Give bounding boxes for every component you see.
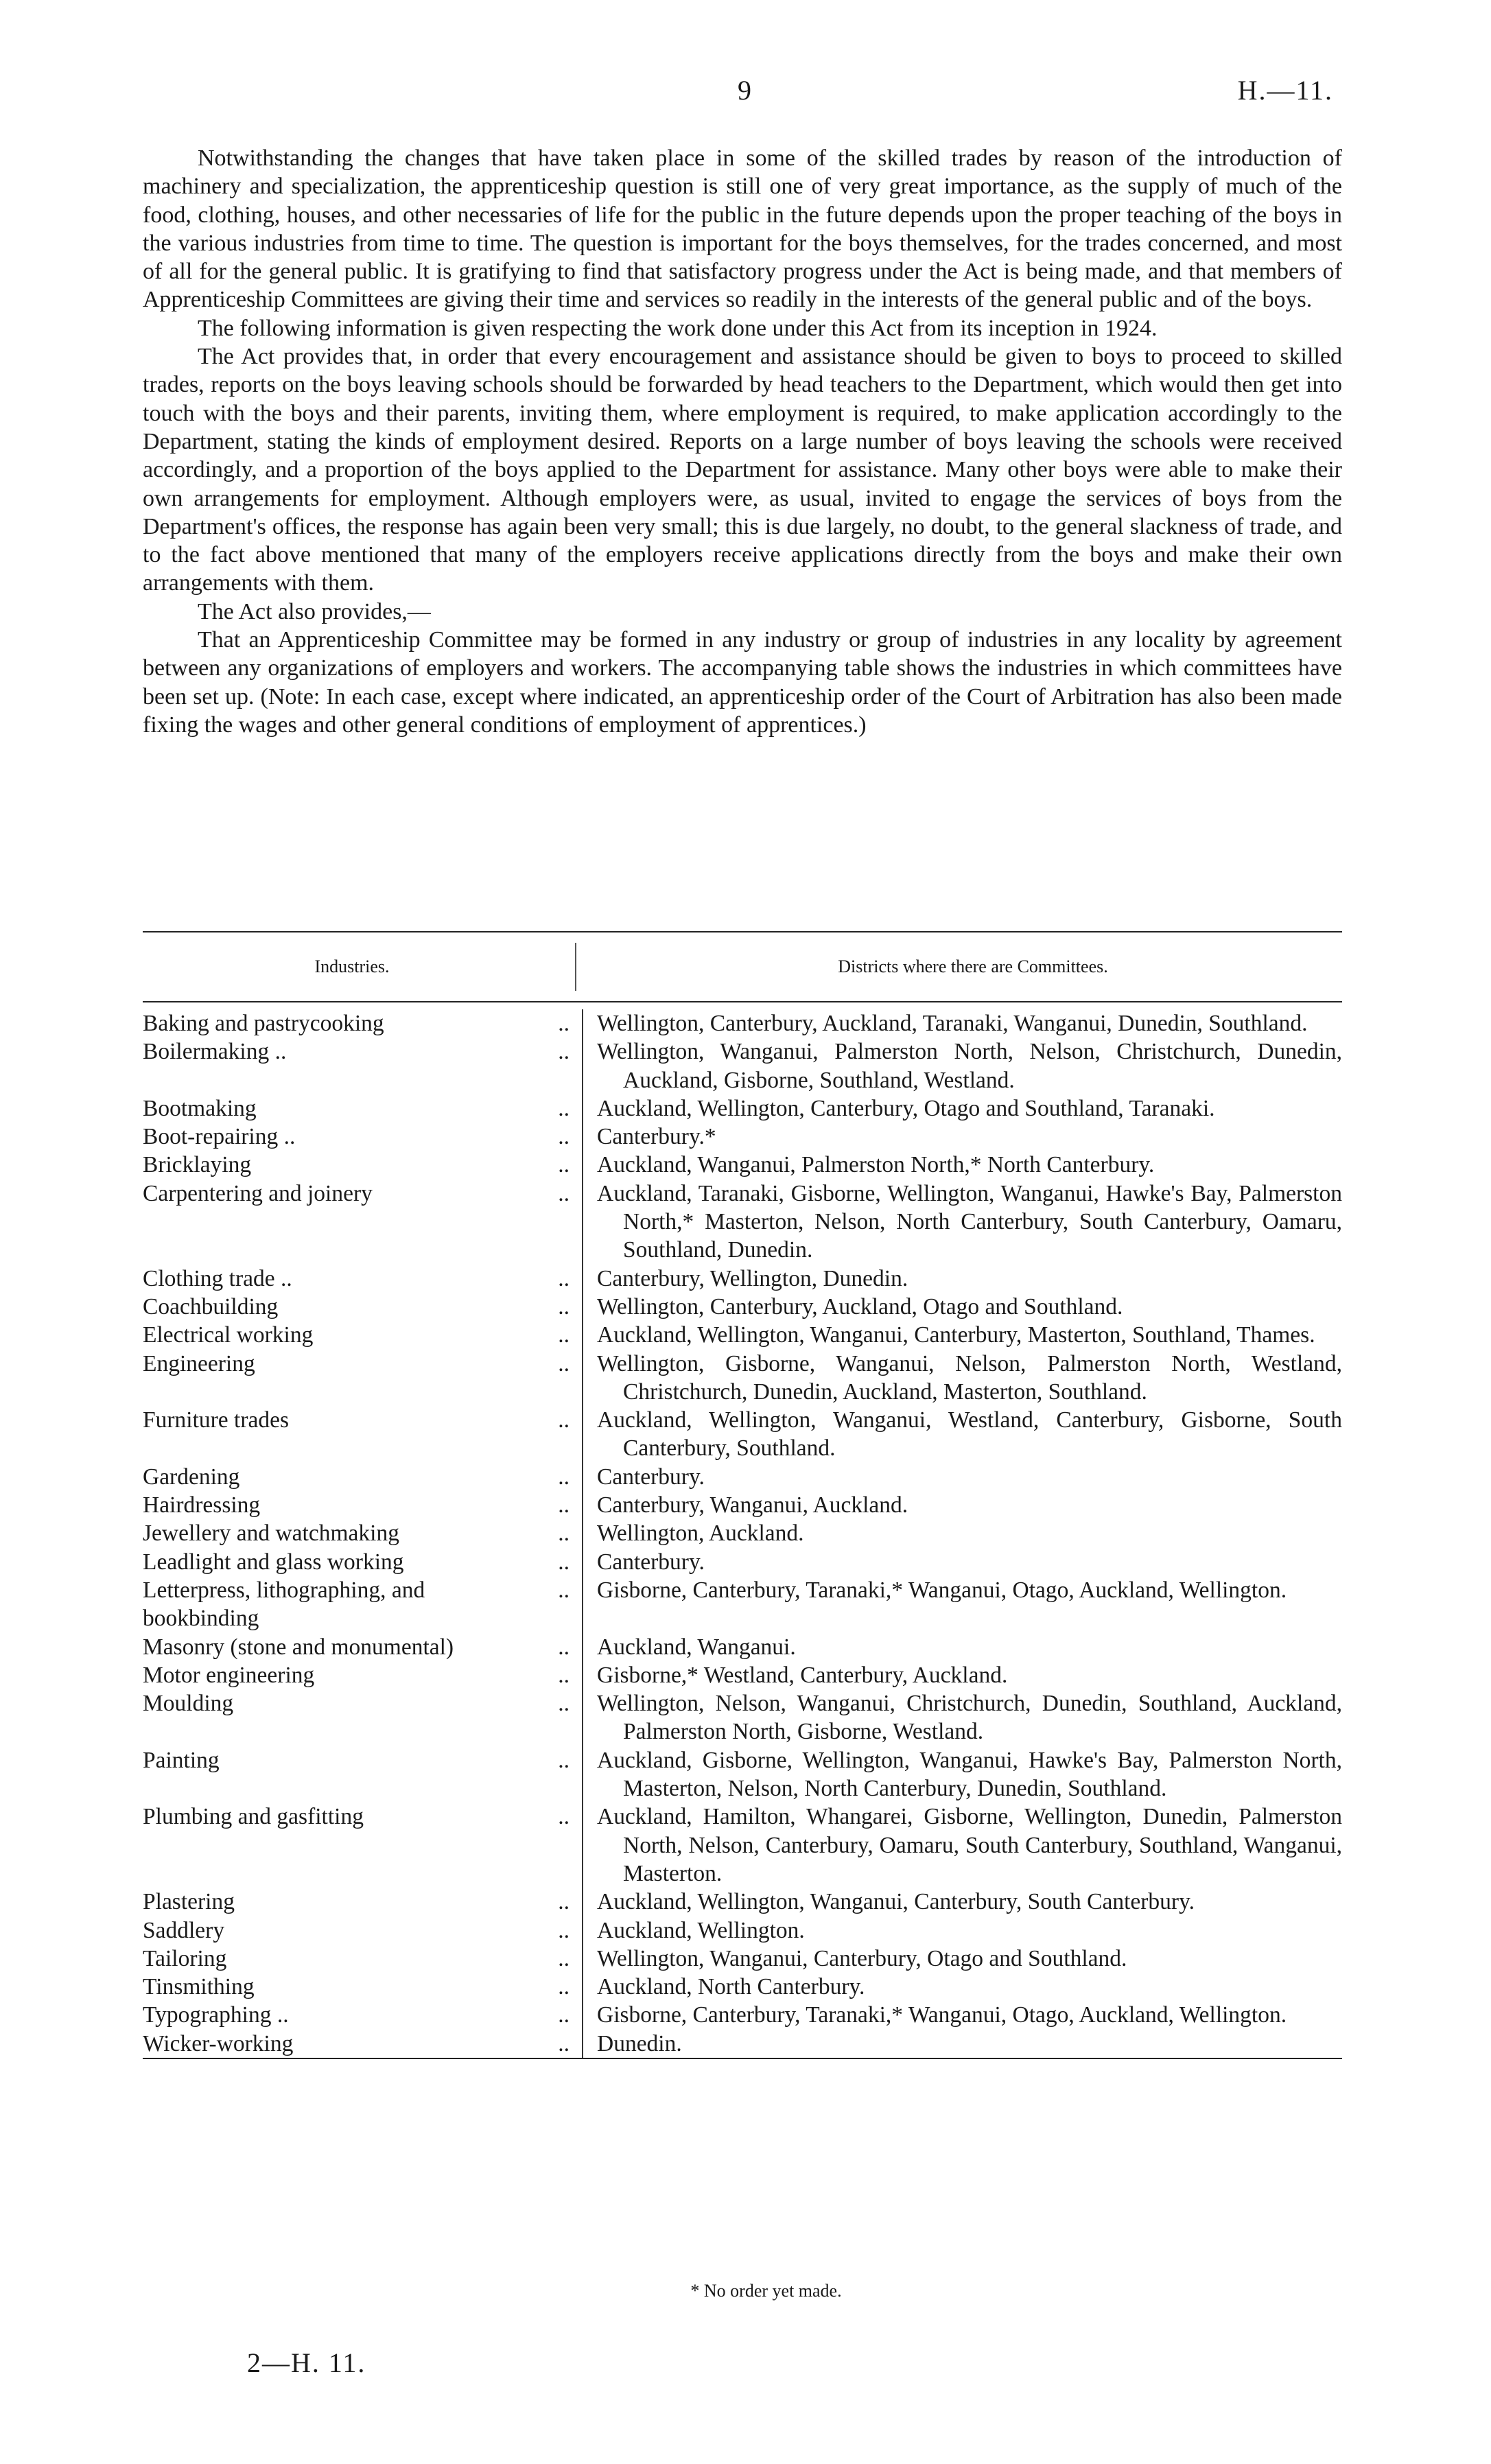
table-row (143, 1661, 1342, 1689)
districts-cell (582, 1916, 1342, 1945)
districts-text: Canterbury, Wellington, Dunedin. (597, 1265, 908, 1291)
industry-name: Engineering (143, 1350, 255, 1376)
industry-cell (143, 1094, 582, 1123)
industry-cell (143, 1406, 582, 1463)
leader-dots: .. (558, 1889, 570, 1915)
districts-cell (582, 1548, 1342, 1576)
districts-text: Auckland, Wanganui, Palmerston North,* North Canterbury. (597, 1152, 1155, 1178)
industry-cell (143, 1151, 582, 1179)
leader-dots: .. (558, 2002, 570, 2028)
districts-cell (582, 1633, 1342, 1661)
districts-cell (582, 1037, 1342, 1094)
table-header (143, 932, 1342, 1001)
industry-name: Boilermaking .. (143, 1039, 287, 1065)
header-industries: Industries. (314, 957, 390, 976)
leader-dots: .. (558, 1180, 570, 1206)
industry-cell (143, 2030, 582, 2058)
industry-name: Plumbing and gasfitting (143, 1804, 364, 1830)
districts-cell (582, 1689, 1342, 1746)
districts-text: Auckland, Taranaki, Gisborne, Wellington, Wanganui, Hawke's Bay, Palmerston North,* Masterton, Nelson, North Canterbury, South Canterbury, Oamaru, Southland, Dunedin. (597, 1180, 1342, 1263)
industry-name: Saddlery (143, 1917, 225, 1943)
industry-name: Clothing trade .. (143, 1265, 292, 1291)
industry-name: Carpentering and joinery (143, 1180, 373, 1206)
districts-cell (582, 1746, 1342, 1803)
leader-dots: .. (558, 1011, 570, 1036)
leader-dots: .. (558, 1124, 570, 1150)
districts-cell (582, 1888, 1342, 1916)
table-row (143, 1094, 1342, 1123)
table-row (143, 1973, 1342, 2001)
table-row (143, 1151, 1342, 1179)
districts-cell (582, 1180, 1342, 1265)
districts-cell (582, 1463, 1342, 1491)
districts-text: Wellington, Wanganui, Canterbury, Otago and Southland. (597, 1945, 1127, 1971)
leader-dots: .. (558, 1039, 570, 1065)
districts-cell (582, 1491, 1342, 1519)
table-row (143, 1037, 1342, 1094)
industry-cell (143, 1661, 582, 1689)
paragraph: The Act provides that, in order that every encouragement and assistance should be given to boys to proceed to skilled trades, reports on the boys leaving schools should be forwarded by head teachers to the Department, which would then get into touch with the boys and their parents, inviting them, where employment is required, to make application accordingly to the Department, stating the kinds of employment desired. Reports on a large number of boys leaving the schools were received accordingly, and a proportion of the boys applied to the Department for assistance. Many other boys were able to make their own arrangements for employment. Although employers were, as usual, invited to engage the services of boys from the Department's offices, the response has again been very small; this is due largely, no doubt, to the general slackness of trade, and to the fact above mentioned that many of the employers receive applications directly from the boys and make their own arrangements with them. (143, 344, 1342, 596)
table-row (143, 1746, 1342, 1803)
table-row (143, 1491, 1342, 1519)
committees-table (143, 931, 1342, 2059)
districts-cell (582, 1350, 1342, 1407)
districts-text: Canterbury. (597, 1549, 705, 1575)
leader-dots: .. (558, 1549, 570, 1575)
table-row (143, 1888, 1342, 1916)
industry-cell (143, 1945, 582, 1973)
industry-name: Letterpress, lithographing, and bookbinding (143, 1577, 425, 1632)
table-bottom-rule (143, 2058, 1342, 2059)
leader-dots: .. (558, 1691, 570, 1717)
table-row (143, 2030, 1342, 2058)
industry-name: Baking and pastrycooking (143, 1011, 384, 1036)
industry-cell (143, 1293, 582, 1321)
leader-dots: .. (558, 1662, 570, 1688)
industry-cell (143, 1548, 582, 1576)
table-row (143, 2001, 1342, 2029)
industry-name: Tailoring (143, 1945, 227, 1971)
industry-name: Bootmaking (143, 1095, 257, 1121)
table-body (143, 1002, 1342, 2058)
industry-cell (143, 1463, 582, 1491)
industry-cell (143, 1633, 582, 1661)
paragraph: That an Apprenticeship Committee may be formed in any industry or group of industries in any locality by agreement between any organizations of employers and workers. The accompanying table shows the industries in which committees have been set up. (Note: In each case, except where indicated, an apprenticeship order of the Court of Arbitration has also been made fixing the wages and other general conditions of employment of apprentices.) (143, 627, 1342, 738)
industry-name: Leadlight and glass working (143, 1549, 404, 1575)
districts-text: Auckland, Wellington, Wanganui, Westland, Canterbury, Gisborne, South Canterbury, Southland. (597, 1407, 1342, 1462)
table-row (143, 1633, 1342, 1661)
industry-name: Motor engineering (143, 1662, 315, 1688)
industry-cell (143, 1123, 582, 1151)
leader-dots: .. (558, 1521, 570, 1547)
leader-dots: .. (558, 1492, 570, 1518)
industry-cell (143, 1576, 582, 1633)
districts-cell (582, 1123, 1342, 1151)
footnote: * No order yet made. (690, 2281, 842, 2301)
table-row (143, 1576, 1342, 1633)
table-row (143, 1265, 1342, 1293)
table-row (143, 1293, 1342, 1321)
industry-name: Painting (143, 1747, 220, 1773)
districts-cell (582, 1151, 1342, 1179)
leader-dots: .. (558, 1974, 570, 2000)
table-row (143, 1689, 1342, 1746)
districts-cell (582, 2030, 1342, 2058)
industry-cell (143, 1803, 582, 1888)
table-row (143, 1548, 1342, 1576)
districts-cell (582, 1293, 1342, 1321)
districts-text: Wellington, Canterbury, Auckland, Taranaki, Wanganui, Dunedin, Southland. (597, 1011, 1308, 1036)
industry-name: Coachbuilding (143, 1293, 279, 1319)
districts-cell (582, 1973, 1342, 2001)
districts-cell (582, 1803, 1342, 1888)
districts-text: Auckland, Wellington, Wanganui, Canterbury, South Canterbury. (597, 1889, 1195, 1915)
header-districts: Districts where there are Committees. (838, 957, 1108, 976)
leader-dots: .. (558, 1634, 570, 1660)
table-row (143, 1463, 1342, 1491)
industry-cell (143, 1888, 582, 1916)
industry-cell (143, 1973, 582, 2001)
industry-name: Gardening (143, 1464, 240, 1490)
leader-dots: .. (558, 1945, 570, 1971)
districts-text: Auckland, Wellington. (597, 1917, 805, 1943)
districts-text: Wellington, Nelson, Wanganui, Christchurch, Dunedin, Southland, Auckland, Palmerston North, Gisborne, Westland. (597, 1691, 1342, 1745)
districts-text: Wellington, Auckland. (597, 1521, 804, 1547)
industry-cell (143, 2001, 582, 2029)
industry-name: Typographing .. (143, 2002, 289, 2028)
table-row (143, 1945, 1342, 1973)
leader-dots: .. (558, 1152, 570, 1178)
paragraph: The Act also provides,— (198, 598, 431, 624)
table-row (143, 1916, 1342, 1945)
districts-cell (582, 1321, 1342, 1349)
districts-cell (582, 1519, 1342, 1547)
paragraph: The following information is given respecting the work done under this Act from its inception in 1924. (198, 315, 1158, 341)
industry-name: Moulding (143, 1691, 234, 1717)
table-row (143, 1321, 1342, 1349)
industry-cell (143, 1689, 582, 1746)
industry-name: Electrical working (143, 1322, 314, 1348)
industry-cell (143, 1180, 582, 1265)
table-row (143, 1803, 1342, 1888)
paragraph: Notwithstanding the changes that have taken place in some of the skilled trades by reason of the introduction of machinery and specialization, the apprenticeship question is still one of very great importance, as the supply of much of the food, clothing, houses, and other necessaries of life for the public in the future depends upon the proper teaching of the boys in the various industries from time to time. The question is important for the boys themselves, for the trades concerned, and most of all for the general public. It is gratifying to find that satisfactory progress under the Act is being made, and that members of Apprenticeship Committees are giving their time and services so readily in the interests of the general public and of the boys. (143, 145, 1342, 313)
districts-cell (582, 1945, 1342, 1973)
leader-dots: .. (558, 1804, 570, 1830)
industry-name: Boot-repairing .. (143, 1124, 296, 1150)
table-row (143, 1406, 1342, 1463)
districts-text: Wellington, Canterbury, Auckland, Otago and Southland. (597, 1293, 1123, 1319)
districts-text: Canterbury, Wanganui, Auckland. (597, 1492, 908, 1518)
industry-cell (143, 1265, 582, 1293)
districts-cell (582, 2001, 1342, 2029)
page-number: 9 (738, 75, 751, 106)
industry-cell (143, 1009, 582, 1037)
districts-text: Auckland, Wellington, Canterbury, Otago and Southland, Taranaki. (597, 1095, 1215, 1121)
districts-text: Gisborne, Canterbury, Taranaki,* Wanganui, Otago, Auckland, Wellington. (597, 2002, 1287, 2028)
districts-cell (582, 1009, 1342, 1037)
industry-name: Bricklaying (143, 1152, 252, 1178)
table-row (143, 1009, 1342, 1037)
industry-name: Masonry (stone and monumental) (143, 1634, 454, 1660)
industry-cell (143, 1519, 582, 1547)
table-row (143, 1519, 1342, 1547)
districts-cell (582, 1661, 1342, 1689)
industry-cell (143, 1350, 582, 1407)
leader-dots: .. (558, 1747, 570, 1773)
leader-dots: .. (558, 1095, 570, 1121)
leader-dots: .. (558, 1407, 570, 1433)
leader-dots: .. (558, 1265, 570, 1291)
leader-dots: .. (558, 1350, 570, 1376)
signature-mark: 2—H. 11. (247, 2347, 366, 2378)
districts-text: Auckland, Wellington, Wanganui, Canterbury, Masterton, Southland, Thames. (597, 1322, 1315, 1348)
industry-name: Plastering (143, 1889, 235, 1915)
industry-name: Hairdressing (143, 1492, 261, 1518)
table-row (143, 1350, 1342, 1407)
industry-cell (143, 1491, 582, 1519)
industry-cell (143, 1321, 582, 1349)
leader-dots: .. (558, 1322, 570, 1348)
districts-text: Auckland, Hamilton, Whangarei, Gisborne, Wellington, Dunedin, Palmerston North, Nelson, Canterbury, Oamaru, South Canterbury, Southland, Wanganui, Masterton. (597, 1804, 1342, 1886)
industry-cell (143, 1746, 582, 1803)
districts-text: Canterbury.* (597, 1124, 716, 1150)
leader-dots: .. (558, 1917, 570, 1943)
industry-name: Wicker-working (143, 2030, 294, 2056)
page-code: H.—11. (1237, 75, 1333, 106)
districts-text: Auckland, Gisborne, Wellington, Wanganui, Hawke's Bay, Palmerston North, Masterton, Nelson, North Canterbury, Dunedin, Southland. (597, 1747, 1342, 1802)
districts-text: Wellington, Gisborne, Wanganui, Nelson, Palmerston North, Westland, Christchurch, Dunedin, Auckland, Masterton, Southland. (597, 1350, 1342, 1405)
table-row (143, 1123, 1342, 1151)
industry-name: Furniture trades (143, 1407, 290, 1433)
industry-name: Jewellery and watchmaking (143, 1521, 399, 1547)
table-row (143, 1180, 1342, 1265)
districts-cell (582, 1094, 1342, 1123)
districts-cell (582, 1576, 1342, 1633)
leader-dots: .. (558, 1577, 570, 1603)
districts-cell (582, 1265, 1342, 1293)
districts-cell (582, 1406, 1342, 1463)
districts-text: Wellington, Wanganui, Palmerston North, Nelson, Christchurch, Dunedin, Auckland, Gisborne, Southland, Westland. (597, 1039, 1342, 1093)
leader-dots: .. (558, 1293, 570, 1319)
districts-text: Canterbury. (597, 1464, 705, 1490)
districts-text: Dunedin. (597, 2030, 682, 2056)
districts-text: Auckland, Wanganui. (597, 1634, 796, 1660)
industry-cell (143, 1916, 582, 1945)
districts-text: Auckland, North Canterbury. (597, 1974, 865, 2000)
leader-dots: .. (558, 1464, 570, 1490)
industry-name: Tinsmithing (143, 1974, 255, 2000)
districts-text: Gisborne,* Westland, Canterbury, Auckland. (597, 1662, 1008, 1688)
industry-cell (143, 1037, 582, 1094)
districts-text: Gisborne, Canterbury, Taranaki,* Wanganui, Otago, Auckland, Wellington. (597, 1577, 1287, 1603)
leader-dots: .. (558, 2030, 570, 2056)
body-text (143, 144, 1342, 739)
